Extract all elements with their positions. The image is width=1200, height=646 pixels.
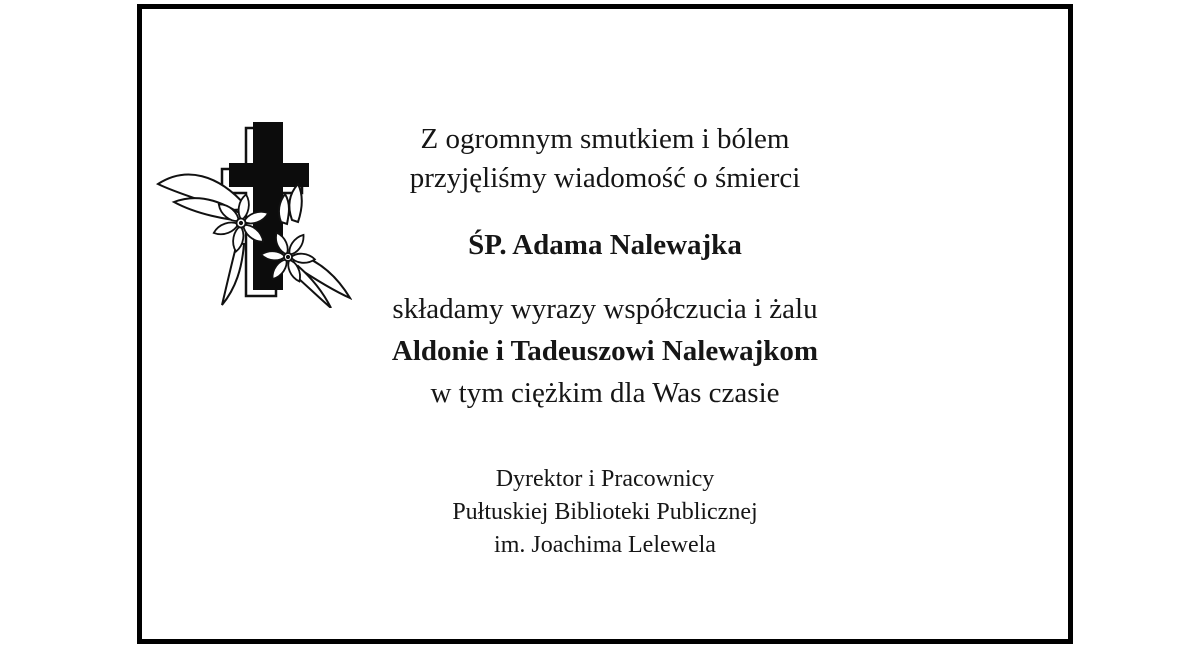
signature-line-3: im. Joachima Lelewela <box>494 532 716 558</box>
condolence-text <box>142 288 1068 414</box>
condolence-card <box>137 4 1073 644</box>
signature-block <box>142 463 1068 562</box>
signature-line-2: Pułtuskiej Biblioteki Publicznej <box>452 499 758 525</box>
intro-text <box>142 120 1068 198</box>
intro-line-1: Z ogromnym smutkiem i bólem <box>420 123 790 155</box>
intro-line-2: przyjęliśmy wiadomość o śmierci <box>409 162 801 194</box>
condolence-line-1: składamy wyrazy współczucia i żalu <box>392 293 818 325</box>
recipients-names: Aldonie i Tadeuszowi Nalewajkom <box>391 335 819 367</box>
deceased-name: ŚP. Adama Nalewajka <box>468 229 742 261</box>
condolence-line-2: w tym ciężkim dla Was czasie <box>430 377 780 409</box>
signature-line-1: Dyrektor i Pracownicy <box>495 466 715 492</box>
